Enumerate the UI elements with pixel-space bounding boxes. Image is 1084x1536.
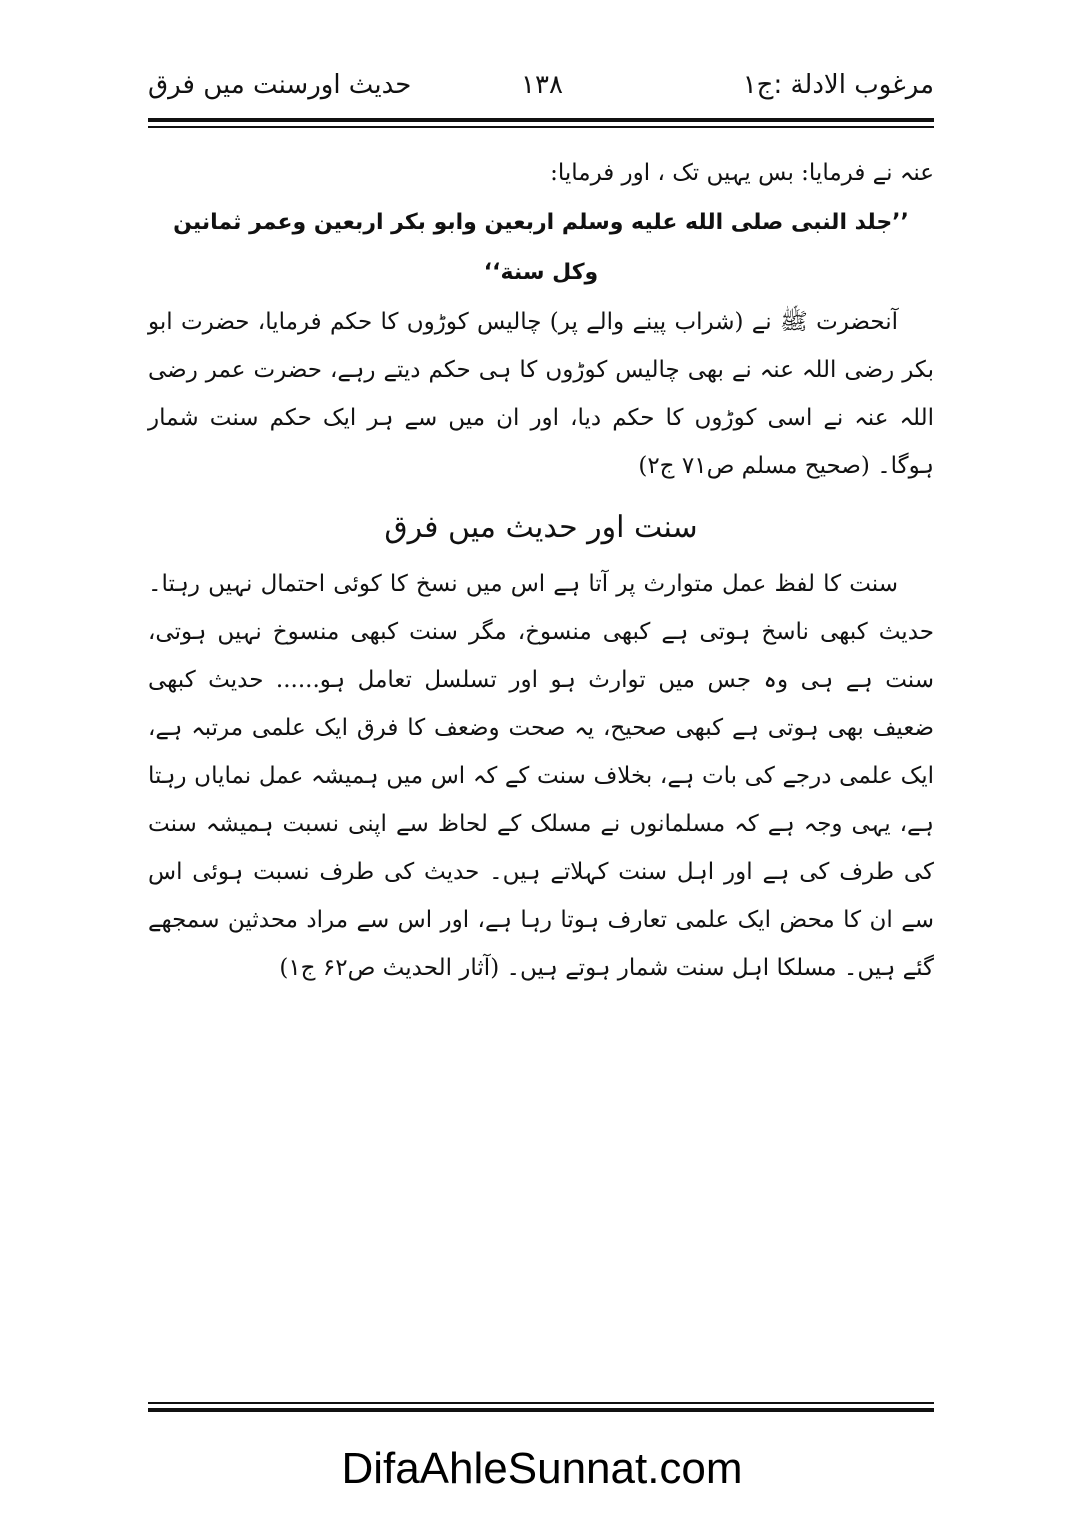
- chapter-title: حدیث اورسنت میں فرق: [148, 70, 412, 100]
- header-rule-thin: [148, 126, 934, 128]
- urdu-translation-paragraph: آنحضرت ﷺ نے (شراب پینے والے پر) چالیس کوڑوں کا حکم فرمایا، حضرت ابو بکر رضی اللہ عنہ نے بھی چالیس کوڑوں کا ہی حکم دیتے رہے، حضرت عمر رضی اللہ عنہ نے اسی کوڑوں کا حکم دیا، اور ان میں سے ہر ایک حکم سنت شمار ہوگا۔ (صحیح مسلم ص۷۱ ج۲): [148, 309, 934, 479]
- intro-line: عنہ نے فرمایا: بس یہیں تک ، اور فرمایا:: [550, 160, 934, 186]
- arabic-hadith-quote: ’’جلد النبی صلی الله علیه وسلم اربعین وابو بکر اربعین وعمر ثمانین وکل سنة‘‘: [173, 210, 909, 285]
- section-paragraph: سنت کا لفظ عمل متوارث پر آتا ہے اس میں نسخ کا کوئی احتمال نہیں رہتا۔ حدیث کبھی ناسخ ہوتی ہے کبھی منسوخ، مگر سنت کبھی منسوخ نہیں ہوتی، سنت ہے ہی وہ جس میں توارث ہو اور تسلسل تعامل ہو...... حدیث کبھی ضعیف بھی ہوتی ہے کبھی صحیح، یہ صحت وضعف کا فرق ایک علمی مرتبہ ہے، ایک علمی درجے کی بات ہے، بخلاف سنت کے کہ اس میں ہمیشہ عمل نمایاں رہتا ہے، یہی وجہ ہے کہ مسلمانوں نے مسلک کے لحاظ سے اپنی نسبت ہمیشہ سنت کی طرف کی ہے اور اہل سنت کہلاتے ہیں۔ حدیث کی طرف نسبت ہوئی اس سے ان کا محض ایک علمی تعارف ہوتا رہا ہے، اور اس سے مراد محدثین سمجھے گئے ہیں۔ مسلکا اہل سنت شمار ہوتے ہیں۔ (آثار الحدیث ص۶۲ ج۱): [148, 571, 934, 981]
- section-heading: سنت اور حدیث میں فرق: [384, 510, 698, 545]
- footer-rule-thin: [148, 1402, 934, 1404]
- book-title: مرغوب الادلة :ج۱: [742, 70, 934, 100]
- website-watermark: DifaAhleSunnat.com: [341, 1444, 743, 1493]
- header-rule-thick: [148, 118, 934, 122]
- footer-rule-thick: [148, 1408, 934, 1412]
- page-number: ۱۳۸: [521, 70, 563, 100]
- page-body: [148, 148, 934, 992]
